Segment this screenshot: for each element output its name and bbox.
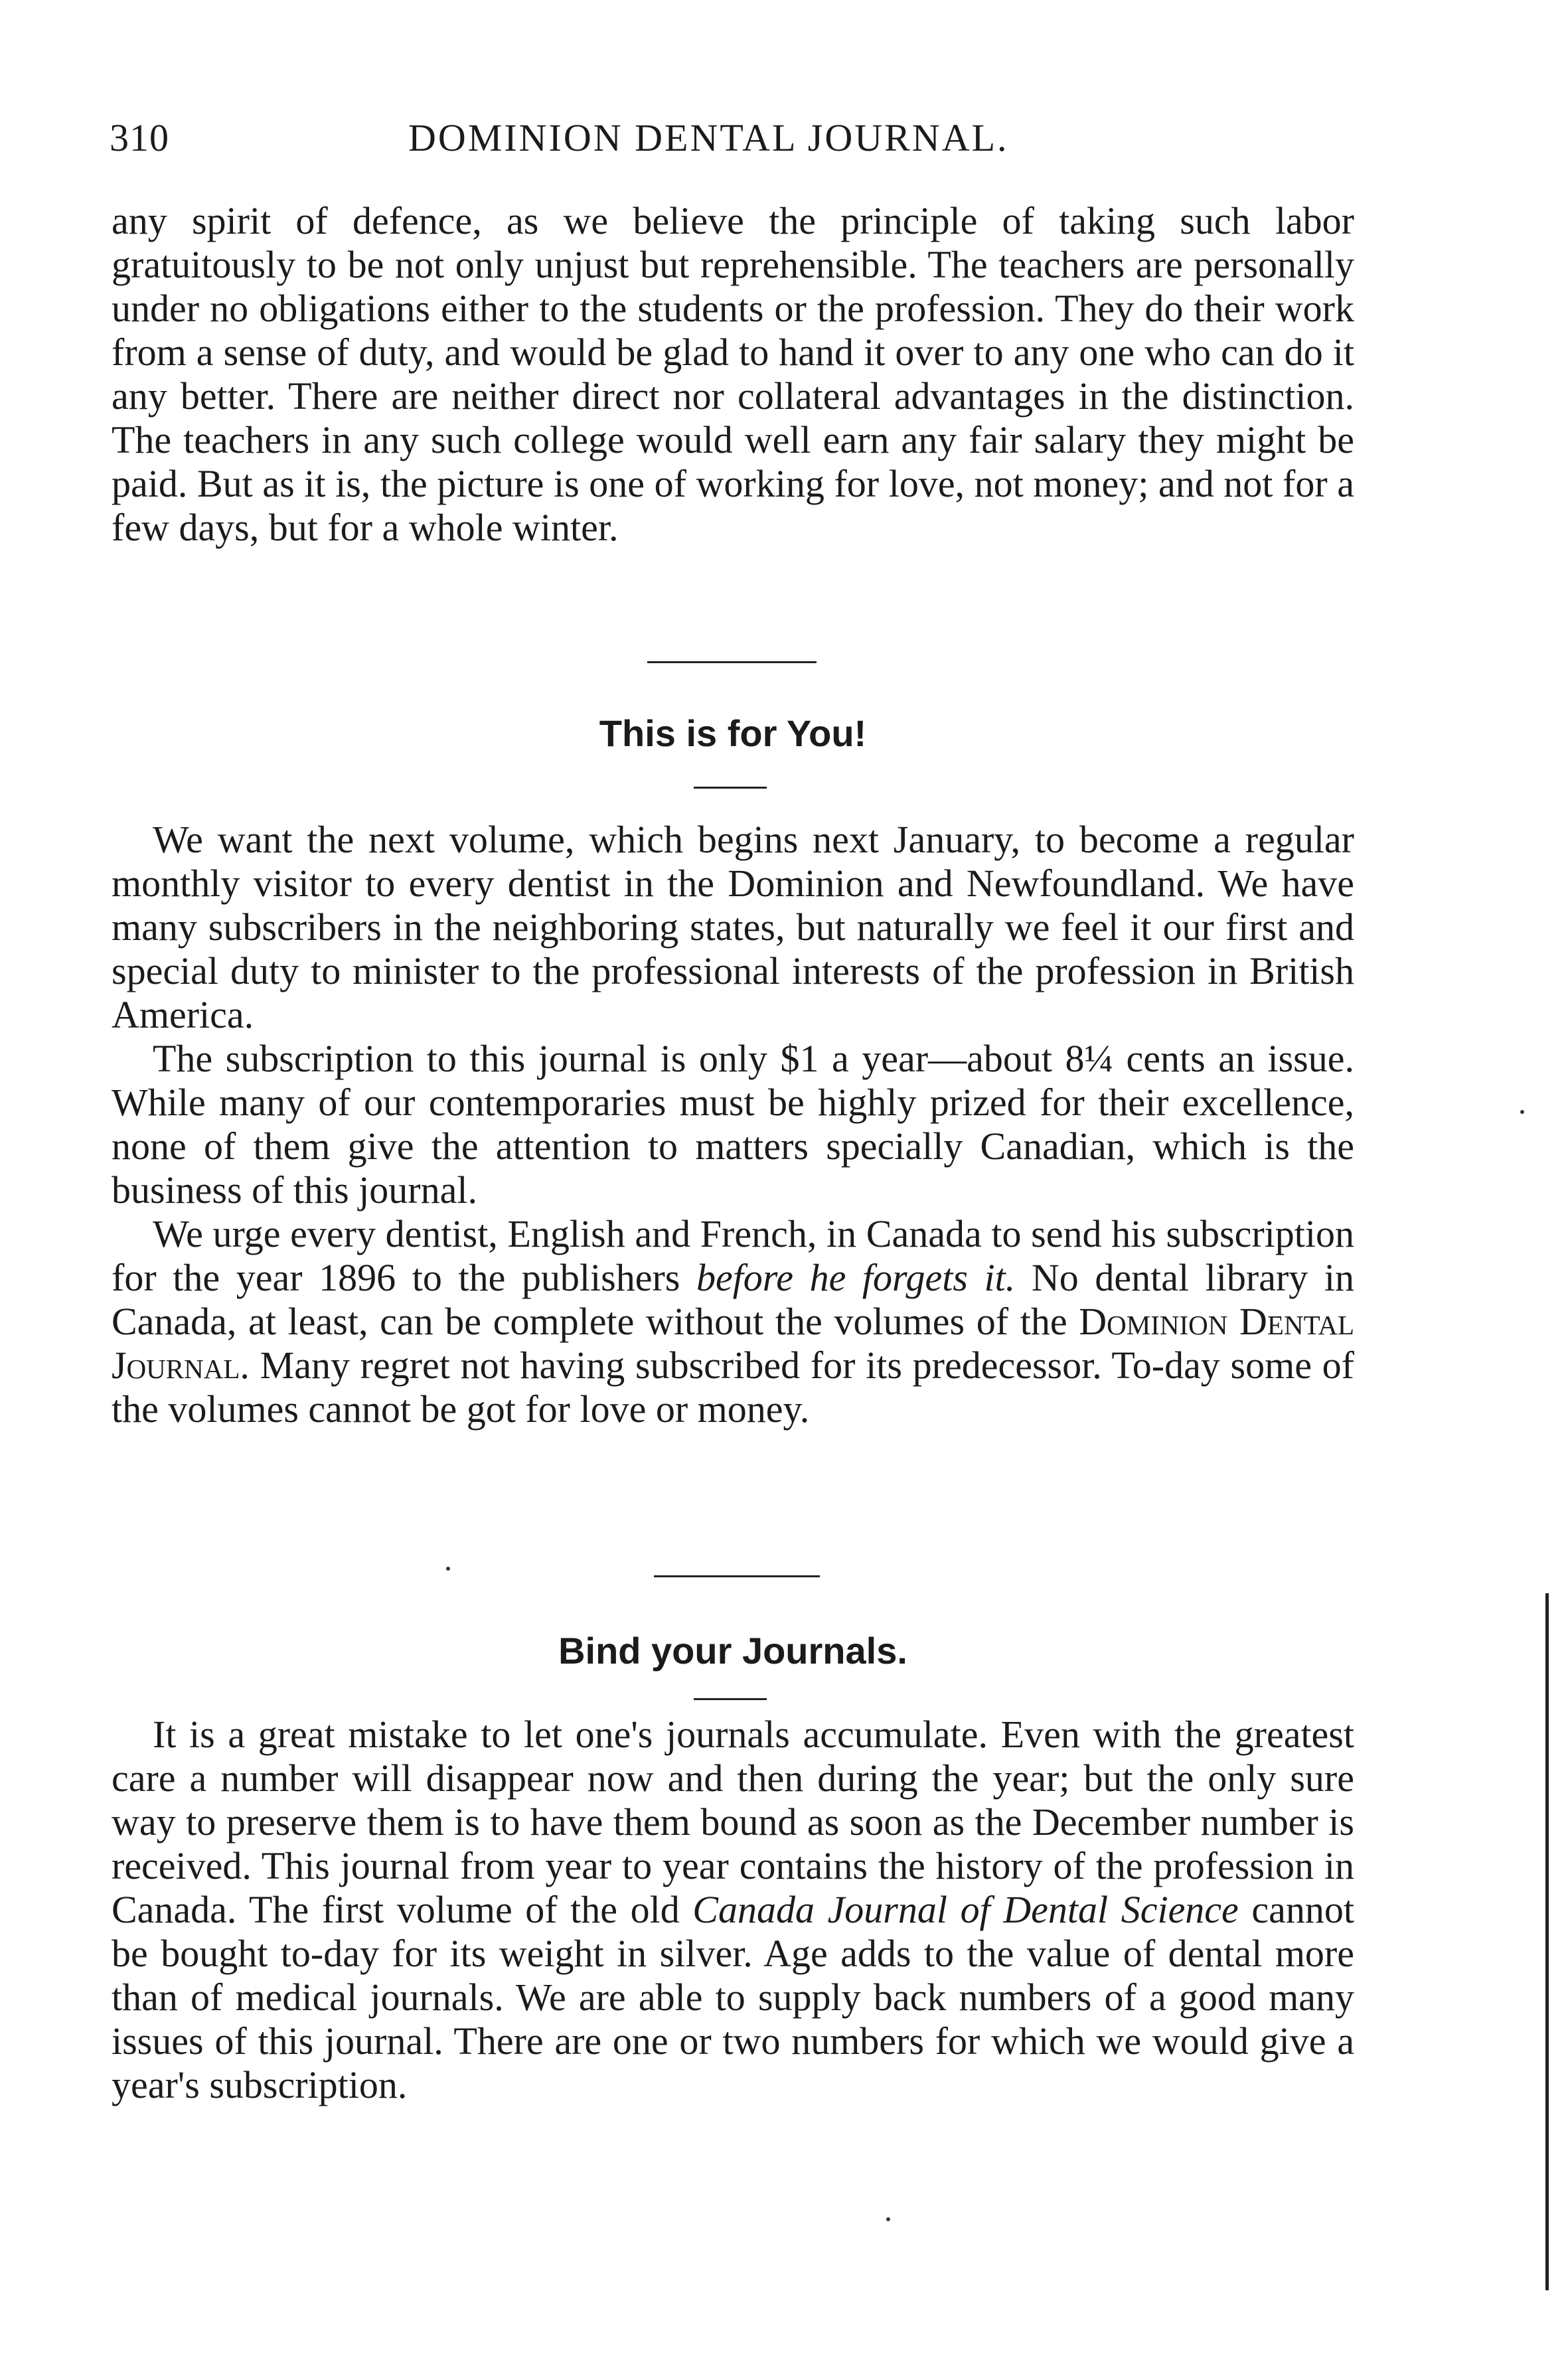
ink-speck <box>1520 1110 1524 1114</box>
bind-your-journals-body <box>112 1713 1354 2107</box>
journal-name-smallcaps: Dominion Dental Journal. <box>112 1300 1354 1387</box>
urge-italic-phrase: before he forgets it. <box>696 1256 1016 1299</box>
section-divider-top <box>647 661 817 663</box>
page-edge-line <box>1545 1593 1549 2290</box>
paragraph-urge-dentists <box>112 1212 1354 1431</box>
heading-underline <box>694 1698 767 1700</box>
page-number: 310 <box>110 116 169 159</box>
journal-title: DOMINION DENTAL JOURNAL. <box>408 116 1009 159</box>
paragraph-bind-journals <box>112 1713 1354 2107</box>
urge-text-1: We urge every dentist, English and French, in Canada to send his subscription for the year 1896 to the publishers <box>112 1212 1354 1299</box>
section-heading-this-is-for-you: This is for You! <box>599 712 867 754</box>
urge-text-3: Many regret not having subscribed for its predecessor. To-day some of the volumes cannot be got for love or money. <box>112 1344 1354 1431</box>
bind-text-2: cannot be bought to-day for its weight in silver. Age adds to the value of dental more than of medical journals. We are able to supply back numbers of a good many issues of this journal. There are one or two numbers for which we would give a year's subscription. <box>112 1888 1354 2106</box>
paragraph-subscription-price: The subscription to this journal is only $1 a year—about 8¼ cents an issue. While many of our contemporaries must be highly prized for their excellence, none of them give the attention to matters specially Canadian, which is the business of this journal. <box>112 1037 1354 1212</box>
continued-paragraph: any spirit of defence, as we believe the principle of taking such labor gratuitously to be not only unjust but reprehensible. The teachers are personally under no obligations either to the students or the profession. They do their work from a sense of duty, and would be glad to hand it over to any one who can do it any better. There are neither direct nor collateral advantages in the distinction. The teachers in any such college would well earn any fair salary they might be paid. But as it is, the picture is one of working for love, not money; and not for a few days, but for a whole winter. <box>112 199 1354 549</box>
section-heading-bind-your-journals: Bind your Journals. <box>558 1630 907 1672</box>
section-divider-middle <box>654 1575 820 1577</box>
urge-text-2: No dental library in Canada, at least, can be complete without the volumes of the <box>112 1256 1354 1343</box>
bind-text-1: It is a great mistake to let one's journals accumulate. Even with the greatest care a number will disappear now and then during the year; but the only sure way to preserve them is to have them bound as soon as the December number is received. This journal from year to year contains the history of the profession in Canada. The first volume of the old <box>112 1713 1354 1931</box>
canada-journal-title: Canada Journal of Dental Science <box>692 1888 1239 1931</box>
continued-paragraph-block <box>112 199 1354 550</box>
ink-speck <box>886 2217 890 2221</box>
this-is-for-you-body <box>112 818 1354 1431</box>
running-head <box>110 112 1358 165</box>
heading-underline <box>694 787 767 789</box>
ink-speck <box>446 1567 450 1571</box>
paragraph-next-volume: We want the next volume, which begins next January, to become a regular monthly visitor to every dentist in the Dominion and Newfoundland. We have many subscribers in the neighboring states, but naturally we feel it our first and special duty to minister to the professional interests of the profession in British America. <box>112 818 1354 1036</box>
